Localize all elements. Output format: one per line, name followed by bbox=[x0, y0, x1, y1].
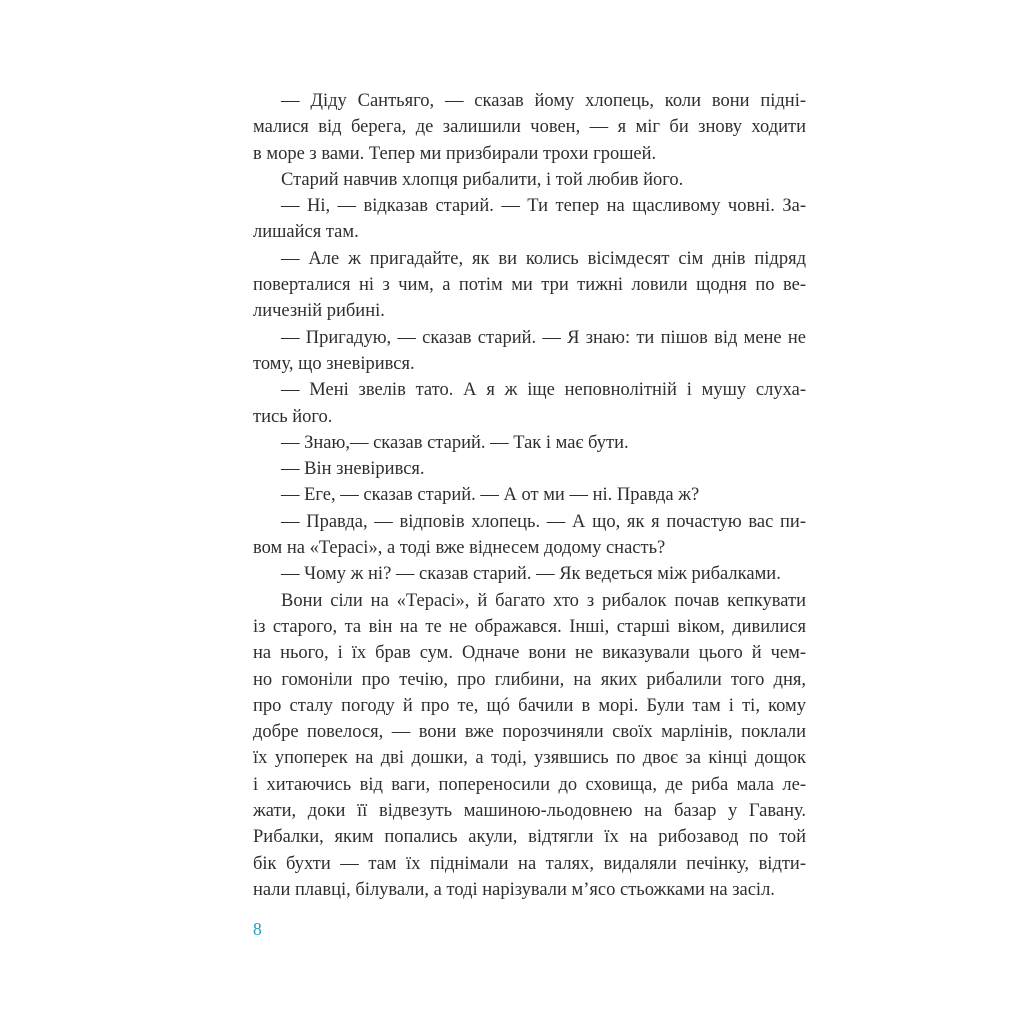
text-line: жати, доки її відвезуть машиною-льодовнею на базар у Гавану. bbox=[253, 801, 806, 822]
text-line: но гомоніли про течію, про глибини, на яких рибалили того дня, bbox=[253, 669, 806, 690]
paragraph bbox=[253, 377, 806, 430]
text-line: в море з вами. Тепер ми призбирали трохи грошей. bbox=[253, 143, 657, 164]
paragraph bbox=[253, 325, 806, 378]
paragraph bbox=[253, 588, 806, 904]
text-line: про сталу погоду й про те, щó бачили в морі. Були там і ті, кому bbox=[253, 695, 806, 716]
text-line: Старий навчив хлопця рибалити, і той любив його. bbox=[281, 169, 684, 190]
text-line: — Еге, — сказав старий. — А от ми — ні. Правда ж? bbox=[281, 485, 700, 506]
text-line: бік бухти — там їх піднімали на талях, видаляли печінку, відти- bbox=[253, 853, 806, 874]
text-line: — Правда, — відповів хлопець. — А що, як я почастую вас пи- bbox=[281, 511, 806, 532]
text-line: — Ні, — відказав старий. — Ти тепер на щасливому човні. За- bbox=[281, 196, 806, 217]
text-line: добре повелося, — вони вже порозчиняли своїх марлінів, поклали bbox=[253, 722, 806, 743]
text-line: — Але ж пригадайте, як ви колись вісімдесят сім днів підряд bbox=[281, 248, 806, 269]
paragraph bbox=[253, 509, 806, 562]
paragraph bbox=[253, 193, 806, 246]
text-line: малися від берега, де залишили човен, — я міг би знову ходити bbox=[253, 117, 806, 138]
text-line: і хитаючись від ваги, попереносили до сховища, де риба мала ле- bbox=[253, 774, 806, 795]
text-line: — Мені звелів тато. А я ж іще неповнолітній і мушу слуха- bbox=[281, 380, 806, 401]
text-line: тому, що зневірився. bbox=[253, 353, 415, 374]
text-line: нали плавці, білували, а тоді нарізували м’ясо стьожками на засіл. bbox=[253, 879, 775, 900]
text-line: лишайся там. bbox=[253, 222, 359, 243]
paragraph bbox=[253, 167, 806, 193]
text-line: на нього, і їх брав сум. Одначе вони не виказували цього й чем- bbox=[253, 643, 806, 664]
paragraph bbox=[253, 246, 806, 325]
paragraph bbox=[253, 456, 806, 482]
text-line: із старого, та він на те не ображався. Інші, старші віком, дивилися bbox=[253, 616, 806, 637]
text-line: Рибалки, яким попались акули, відтягли їх на рибозавод по той bbox=[253, 827, 806, 848]
page-number: 8 bbox=[253, 919, 262, 939]
text-line: — Пригадую, — сказав старий. — Я знаю: ти пішов від мене не bbox=[281, 327, 806, 348]
text-line: личезній рибині. bbox=[253, 301, 385, 322]
text-line: Вони сіли на «Терасі», й багато хто з рибалок почав кепкувати bbox=[281, 590, 806, 611]
text-line: вом на «Терасі», а тоді вже віднесем додому снасть? bbox=[253, 538, 666, 559]
text-line: їх упоперек на дві дошки, а тоді, узявшись по двоє за кінці дощок bbox=[253, 748, 806, 769]
text-line: — Він зневірився. bbox=[281, 459, 425, 480]
text-line: тись його. bbox=[253, 406, 333, 427]
text-line: поверталися ні з чим, а потім ми три тижні ловили щодня по ве- bbox=[253, 275, 806, 296]
paragraph bbox=[253, 88, 806, 167]
paragraph bbox=[253, 430, 806, 456]
text-line: — Знаю,— сказав старий. — Так і має бути. bbox=[281, 432, 629, 453]
text-line: — Чому ж ні? — сказав старий. — Як ведеться між рибалками. bbox=[281, 564, 781, 585]
text-line: — Діду Сантьяго, — сказав йому хлопець, коли вони підні- bbox=[281, 91, 806, 111]
paragraph bbox=[253, 561, 806, 587]
paragraph bbox=[253, 482, 806, 508]
page-text-block bbox=[253, 88, 806, 903]
